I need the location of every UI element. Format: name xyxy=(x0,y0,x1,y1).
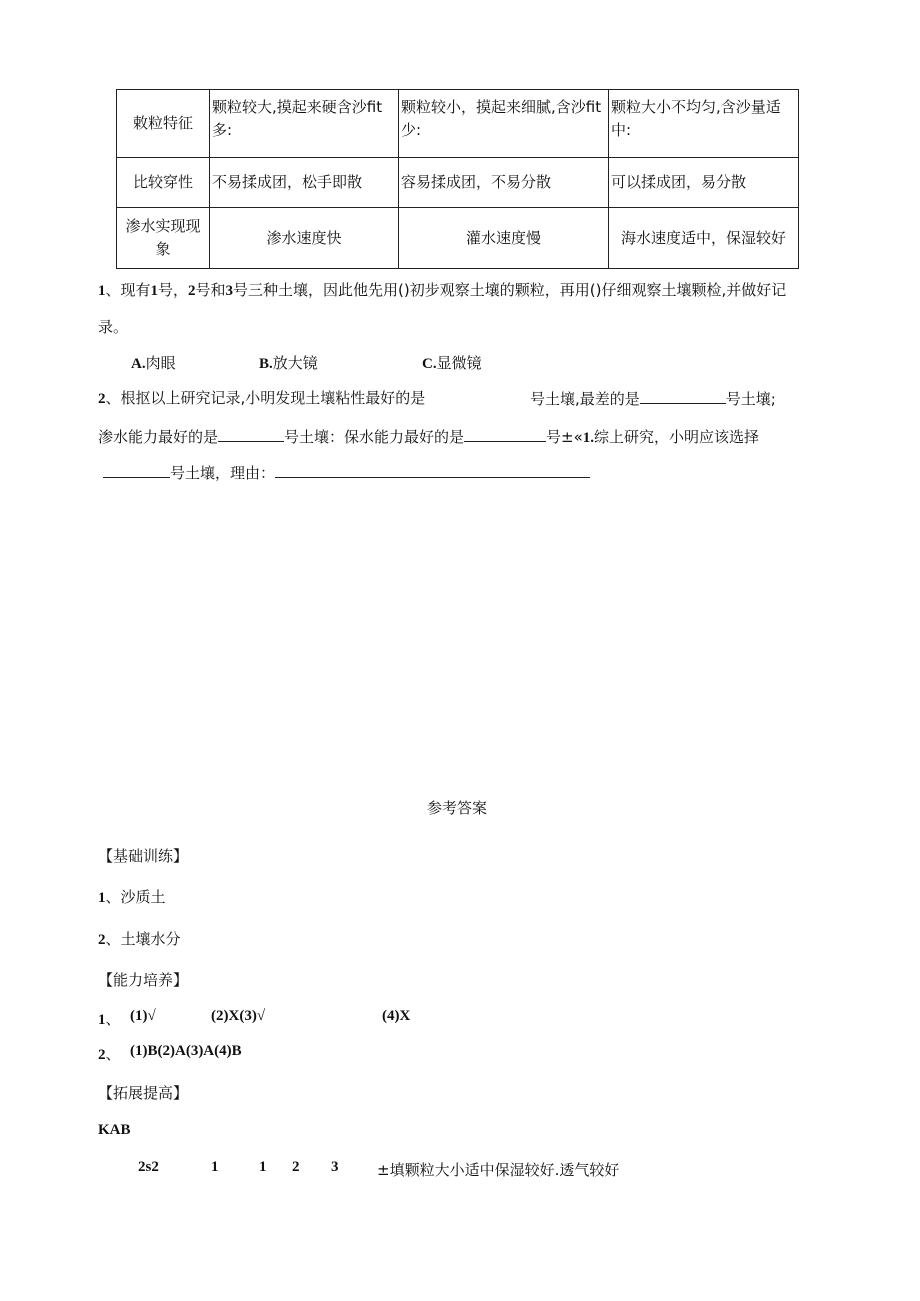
option-text: 显微镜 xyxy=(436,354,482,372)
answers-title: 参考答案 xyxy=(427,799,488,817)
section-extend: 【拓展提高】 xyxy=(98,1084,189,1102)
question-text: 渗水能力最好的是 xyxy=(98,428,219,446)
section-ability: 【能力培养】 xyxy=(98,971,189,989)
answer-number: 2 xyxy=(98,932,106,948)
table-cell: 颗粒较小，摸起来细腻,含沙fit少: xyxy=(399,90,609,158)
question-text: 号土壤：保水能力最好的是 xyxy=(284,428,465,446)
extend-answer-value: 2s2 xyxy=(138,1159,159,1175)
ability-answer-1-part-a: (1)√ xyxy=(130,1008,156,1024)
extend-answer-value: 2 xyxy=(292,1159,300,1175)
table-row xyxy=(117,158,799,208)
question-text: 号， xyxy=(158,281,189,299)
answer-blank[interactable] xyxy=(640,387,726,404)
answer-blank[interactable] xyxy=(103,461,170,478)
question-text: 、现有 xyxy=(105,281,151,299)
question-2-part xyxy=(530,387,776,409)
question-text: 号土壤; xyxy=(725,390,776,408)
answer-text: 、 xyxy=(105,1010,121,1028)
question-text: 号和 xyxy=(195,281,226,299)
question-number: 1. xyxy=(582,430,595,446)
ability-answer-1 xyxy=(98,1008,121,1029)
option-letter: A. xyxy=(131,356,146,372)
option-letter: B. xyxy=(259,356,273,372)
option-c xyxy=(422,352,482,373)
table-cell: 颗粒较大,摸起来硬含沙fit多: xyxy=(210,90,399,158)
option-b xyxy=(259,352,318,373)
soil-comparison-table xyxy=(116,89,799,269)
table-cell: 灌水速度慢 xyxy=(399,208,609,269)
extend-answer-kab: KAB xyxy=(98,1122,131,1138)
question-number: 1 xyxy=(98,283,106,299)
extend-answer-value: 1 xyxy=(211,1159,219,1175)
ability-answer-1-part-c: (4)X xyxy=(382,1008,411,1024)
soil-number: 3 xyxy=(225,283,234,299)
basic-answer-1 xyxy=(98,886,166,907)
answer-blank[interactable] xyxy=(218,425,284,442)
answer-number: 1 xyxy=(98,890,106,906)
question-1 xyxy=(98,279,786,300)
question-2-line-2 xyxy=(98,425,759,447)
table-row xyxy=(117,90,799,158)
option-letter: C. xyxy=(422,356,437,372)
answer-blank[interactable] xyxy=(464,425,546,442)
question-text: 综上研究，小明应该选择 xyxy=(594,428,760,446)
answer-number: 1 xyxy=(98,1012,106,1028)
question-text: 号土壤,最差的是 xyxy=(530,390,640,408)
ability-answer-2 xyxy=(98,1043,121,1064)
answer-text: 、土壤水分 xyxy=(105,930,181,948)
question-text: 号土壤，理由： xyxy=(170,464,276,482)
option-text: 肉眼 xyxy=(145,354,176,372)
soil-number: 2 xyxy=(188,283,196,299)
question-2 xyxy=(98,387,425,408)
table-cell: 颗粒大小不均匀,含沙量适中: xyxy=(609,90,799,158)
answer-number: 2 xyxy=(98,1047,106,1063)
row-header: 敕粒特征 xyxy=(117,90,210,158)
soil-number: 1 xyxy=(150,283,159,299)
reason-blank[interactable] xyxy=(275,461,590,478)
table-cell: 容易揉成团，不易分散 xyxy=(399,158,609,208)
basic-answer-2 xyxy=(98,928,181,949)
question-2-line-3 xyxy=(103,461,590,483)
extend-answer-value: 1 xyxy=(259,1159,267,1175)
table-cell: 渗水速度快 xyxy=(210,208,399,269)
row-header: 比较穿性 xyxy=(117,158,210,208)
answer-text: 、沙质土 xyxy=(105,888,166,906)
row-header: 渗水实现现象 xyxy=(117,208,210,269)
answer-text: 、 xyxy=(105,1045,121,1063)
table-cell: 海水速度适中，保湿较好 xyxy=(609,208,799,269)
question-text: 号±« xyxy=(546,428,583,446)
question-number: 2 xyxy=(98,391,106,407)
option-a xyxy=(131,352,176,373)
question-text: 号三种土壤，因此他先用()初步观察土壤的颗粒，再用()仔细观察土壤颗检,并做好记 xyxy=(233,281,787,299)
extend-answer-text: ±填颗粒大小适中保湿较好.透气较好 xyxy=(377,1161,620,1179)
extend-answer-value: 3 xyxy=(331,1159,339,1175)
question-1-continuation: 录。 xyxy=(98,318,129,336)
question-text: 、根抠以上研究记录,小明发现土壤粘性最好的是 xyxy=(105,389,426,407)
table-cell: 可以揉成团，易分散 xyxy=(609,158,799,208)
ability-answer-1-part-b: (2)X(3)√ xyxy=(211,1008,266,1024)
table-cell: 不易揉成团，松手即散 xyxy=(210,158,399,208)
option-text: 放大镜 xyxy=(272,354,318,372)
table-row xyxy=(117,208,799,269)
ability-answer-2-text: (1)B(2)A(3)A(4)B xyxy=(130,1043,242,1059)
section-basic: 【基础训练】 xyxy=(98,847,189,865)
